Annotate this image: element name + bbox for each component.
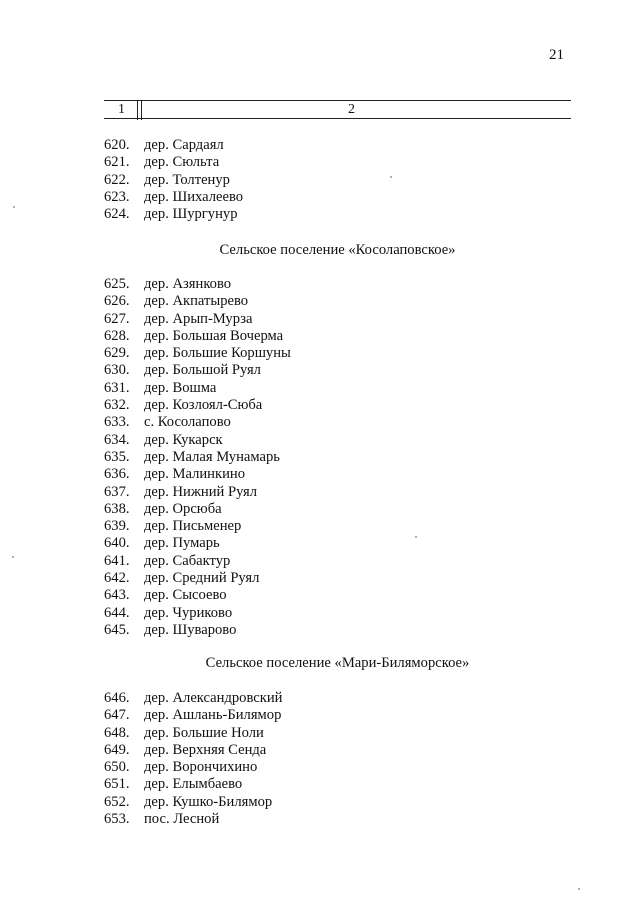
list-item [104, 622, 291, 639]
settlement-name: дер. Сысоево [144, 587, 227, 604]
item-number: 638. [104, 500, 130, 517]
list-item [104, 432, 291, 449]
list-item [104, 484, 291, 501]
list-item [104, 345, 291, 362]
item-number: 620. [104, 137, 130, 153]
list-item [104, 518, 291, 535]
settlement-name: дер. Козлоял-Сюба [144, 397, 263, 414]
item-number: 635. [104, 448, 130, 465]
item-number: 628. [104, 327, 130, 344]
item-number: 650. [104, 759, 130, 776]
list-item [104, 811, 282, 828]
settlement-name: дер. Вошма [144, 379, 217, 396]
settlement-name: дер. Нижний Руял [144, 483, 258, 500]
table-header-divider [137, 100, 138, 120]
settlement-list [104, 690, 282, 828]
settlement-list [104, 276, 291, 639]
list-item [104, 449, 291, 466]
settlement-name: дер. Сардаял [144, 137, 224, 153]
list-item [104, 137, 243, 154]
settlement-name: дер. Большой Руял [144, 362, 261, 379]
list-item [104, 553, 291, 570]
item-number: 632. [104, 397, 130, 414]
list-item [104, 380, 291, 397]
item-number: 637. [104, 483, 130, 500]
settlement-name: дер. Арып-Мурза [144, 310, 253, 327]
settlement-name: дер. Азянково [144, 276, 232, 292]
scan-speck [13, 206, 15, 208]
settlement-name: дер. Малая Мунамарь [144, 448, 280, 465]
settlement-name: дер. Письменер [144, 518, 242, 535]
item-number: 625. [104, 276, 130, 292]
settlement-name: дер. Средний Руял [144, 570, 260, 587]
list-item [104, 742, 282, 759]
list-item [104, 570, 291, 587]
settlement-name: дер. Ашлань-Билямор [144, 707, 282, 724]
scan-speck [390, 176, 392, 178]
item-number: 647. [104, 707, 130, 724]
list-item [104, 466, 291, 483]
list-item [104, 189, 243, 206]
item-number: 641. [104, 552, 130, 569]
list-item [104, 725, 282, 742]
list-item [104, 501, 291, 518]
item-number: 633. [104, 414, 130, 431]
item-number: 629. [104, 345, 130, 362]
list-item [104, 206, 243, 223]
item-number: 644. [104, 604, 130, 621]
item-number: 621. [104, 154, 130, 171]
item-number: 649. [104, 741, 130, 758]
settlement-name: дер. Кушко-Билямор [144, 793, 273, 810]
settlement-name: дер. Шургунур [144, 206, 238, 223]
settlement-name: дер. Толтенур [144, 171, 230, 188]
list-item [104, 587, 291, 604]
settlement-name: дер. Пумарь [144, 535, 220, 552]
section-heading: Сельское поселение «Косолаповское» [219, 242, 456, 258]
settlement-name: дер. Сюльта [144, 154, 220, 171]
settlement-name: дер. Большая Вочерма [144, 327, 284, 344]
item-number: 639. [104, 518, 130, 535]
list-item [104, 328, 291, 345]
table-header-bottom-rule [104, 118, 571, 119]
list-item [104, 362, 291, 379]
scan-speck [415, 536, 417, 538]
list-item [104, 535, 291, 552]
list-item [104, 154, 243, 171]
item-number: 651. [104, 776, 130, 793]
settlement-name: дер. Александровский [144, 690, 283, 706]
item-number: 623. [104, 188, 130, 205]
column-2-header: 2 [348, 102, 355, 117]
item-number: 630. [104, 362, 130, 379]
item-number: 640. [104, 535, 130, 552]
settlement-name: дер. Орсюба [144, 500, 222, 517]
list-item [104, 293, 291, 310]
list-item [104, 276, 291, 293]
section-heading: Сельское поселение «Мари-Биляморское» [205, 655, 470, 671]
item-number: 645. [104, 621, 130, 638]
settlement-name: дер. Малинкино [144, 466, 245, 483]
table-header [104, 100, 571, 120]
item-number: 631. [104, 379, 130, 396]
item-number: 627. [104, 310, 130, 327]
list-item [104, 172, 243, 189]
settlement-name: дер. Чуриково [144, 604, 233, 621]
settlement-name: пос. Лесной [144, 811, 220, 828]
item-number: 643. [104, 587, 130, 604]
table-header-divider [141, 100, 142, 120]
list-item [104, 397, 291, 414]
settlement-name: дер. Большие Ноли [144, 724, 264, 741]
page-number: 21 [549, 47, 564, 63]
list-item [104, 776, 282, 793]
settlement-name: дер. Елымбаево [144, 776, 243, 793]
list-item [104, 311, 291, 328]
settlement-name: с. Косолапово [144, 414, 231, 431]
settlement-name: дер. Акпатырево [144, 293, 249, 310]
item-number: 624. [104, 206, 130, 223]
list-item [104, 414, 291, 431]
column-1-header: 1 [118, 102, 125, 117]
list-item [104, 794, 282, 811]
list-item [104, 707, 282, 724]
item-number: 653. [104, 811, 130, 828]
settlement-name: дер. Ворончихино [144, 759, 258, 776]
item-number: 634. [104, 431, 130, 448]
settlement-name: дер. Сабактур [144, 552, 231, 569]
item-number: 648. [104, 724, 130, 741]
settlement-name: дер. Шихалеево [144, 188, 244, 205]
scan-speck [12, 556, 14, 558]
item-number: 626. [104, 293, 130, 310]
list-item [104, 690, 282, 707]
item-number: 642. [104, 570, 130, 587]
settlement-name: дер. Кукарск [144, 431, 223, 448]
item-number: 622. [104, 171, 130, 188]
settlement-name: дер. Верхняя Сенда [144, 741, 267, 758]
item-number: 646. [104, 690, 130, 706]
table-header-top-rule [104, 100, 571, 101]
item-number: 652. [104, 793, 130, 810]
list-item [104, 759, 282, 776]
item-number: 636. [104, 466, 130, 483]
list-item [104, 605, 291, 622]
scan-speck [578, 888, 580, 890]
settlement-list [104, 137, 243, 223]
settlement-name: дер. Большие Коршуны [144, 345, 291, 362]
settlement-name: дер. Шуварово [144, 621, 237, 638]
